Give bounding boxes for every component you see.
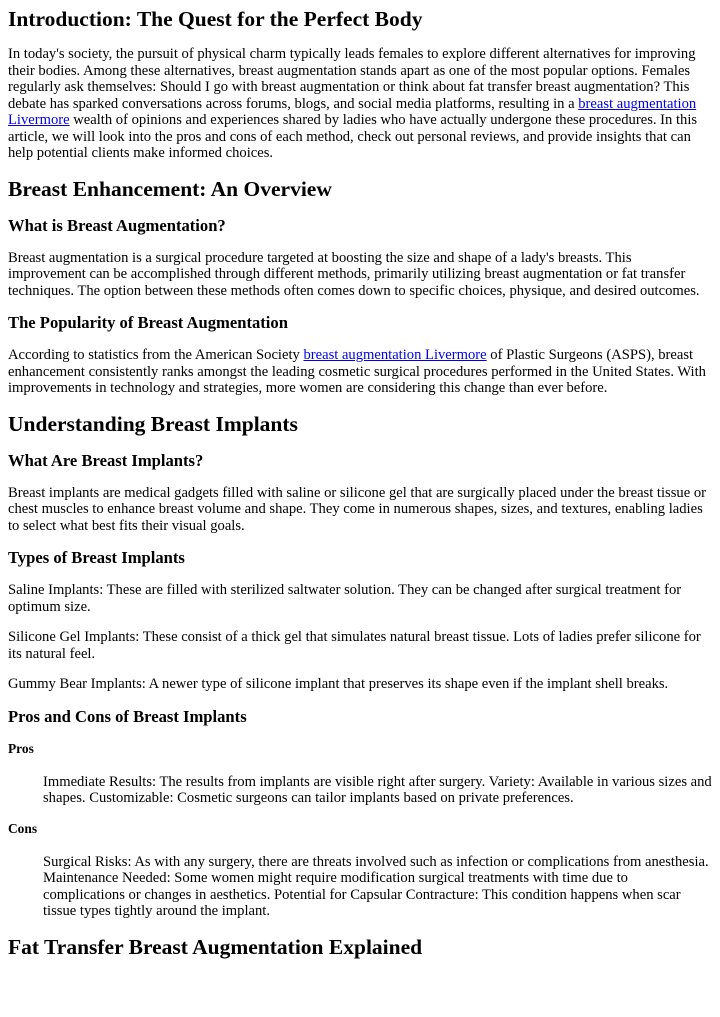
popularity-paragraph [8,347,712,397]
implant-type-silicone: Silicone Gel Implants: These consist of a thick gel that simulates natural breast tissue. Lots of ladies prefer silicone for its natural feel. [8,629,701,662]
intro-heading: Introduction: The Quest for the Perfect Body [8,7,423,31]
popularity-heading: The Popularity of Breast Augmentation [8,313,288,332]
implant-type-saline: Saline Implants: These are filled with sterilized saltwater solution. They can be changed after surgical treatment for optimum size. [8,582,682,615]
intro-text-after: wealth of opinions and experiences shared by ladies who have actually undergone these procedures. In this article, we will look into the pros and cons of each method, check out personal reviews, and provide insights that can help potential clients make informed choices. [8,112,698,161]
overview-heading: Breast Enhancement: An Overview [8,176,332,201]
pros-heading: Pros [8,740,34,756]
what-is-augmentation-text: Breast augmentation is a surgical procedure targeted at boosting the size and shape of a lady's breasts. This improvement can be accomplished through different methods, primarily utilizing breast augmentation or fat transfer techniques. The option between these methods often comes down to specific choices, physique, and desired outcomes. [8,249,700,299]
popularity-text-after: of Plastic Surgeons (ASPS), breast enhancement consistently ranks amongst the leading cosmetic surgical procedures performed in the United States. With improvements in technology and strategies, more women are considering this change than ever before. [8,347,706,396]
what-are-implants-heading: What Are Breast Implants? [8,450,204,470]
pros-cons-heading: Pros and Cons of Breast Implants [8,706,247,726]
cons-heading: Cons [8,820,38,836]
intro-paragraph [8,46,712,162]
popularity-text-before: According to statistics from the American Society [8,347,304,363]
fat-transfer-heading: Fat Transfer Breast Augmentation Explained [8,934,423,959]
implant-type-gummy: Gummy Bear Implants: A newer type of silicone implant that preserves its shape even if the implant shell breaks. [8,676,669,692]
breast-augmentation-link[interactable]: breast augmentation Livermore [8,95,697,128]
intro-text-before: In today's society, the pursuit of physical charm typically leads females to explore different alternatives for improving their bodies. Among these alternatives, breast augmentation stands apart as one of the most popular options. Females regularly ask themselves: Should I go with breast augmentation or think about fat transfer breast augmentation? This debate has sparked conversations across forums, blogs, and social media platforms, resulting in a [8,46,696,112]
breast-augmentation-link-2[interactable]: breast augmentation Livermore [303,347,487,363]
what-are-implants-text: Breast implants are medical gadgets filled with saline or silicone gel that are surgically placed under the breast tissue or chest muscles to enhance breast volume and shape. They come in numerous shapes, sizes, and textures, enabling ladies to select what best fits their visual goals. [8,484,706,534]
cons-text: Surgical Risks: As with any surgery, there are threats involved such as infection or complications from anesthesia. Maintenance Needed: Some women might require modification surgical treatments with time due to complications or changes in aesthetics. Potential for Capsular Contracture: This condition happens when scar tissue types tightly around the implant. [43,853,709,919]
implant-types-heading: Types of Breast Implants [8,548,185,567]
implants-heading: Understanding Breast Implants [8,411,298,436]
what-is-augmentation-heading: What is Breast Augmentation? [8,215,226,235]
pros-text: Immediate Results: The results from implants are visible right after surgery. Variety: Available in various sizes and shapes. Customizable: Cosmetic surgeons can tailor implants based on private preferences. [43,773,712,806]
